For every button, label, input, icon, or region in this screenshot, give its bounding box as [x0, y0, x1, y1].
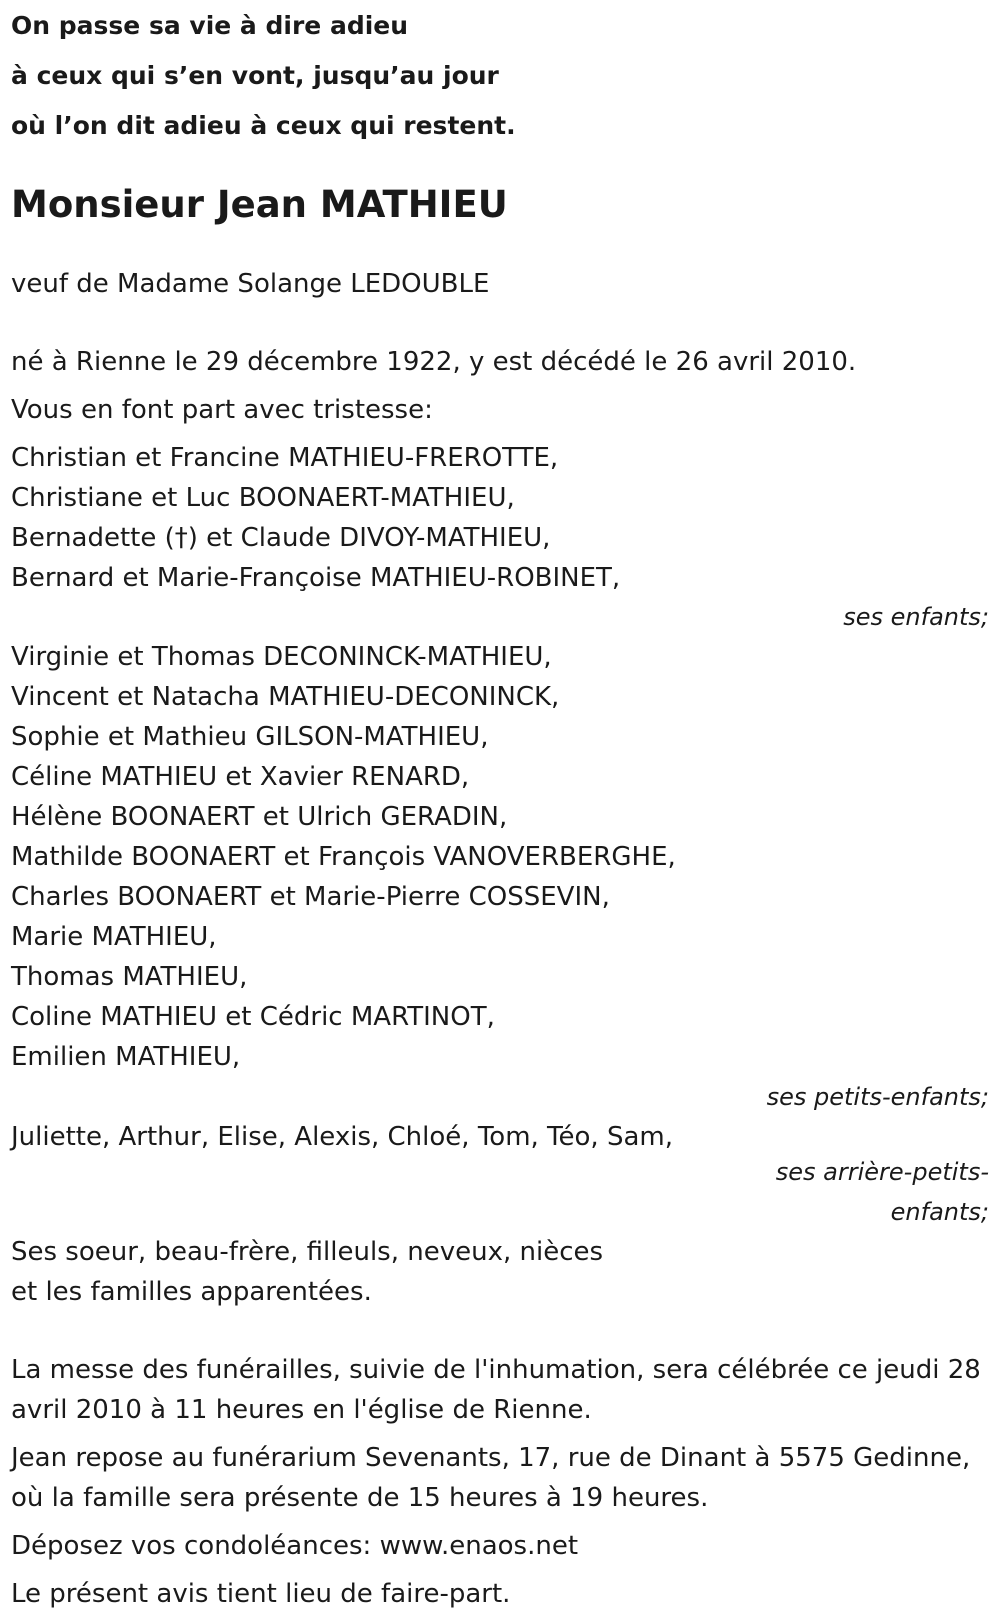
list-item: Christiane et Luc BOONAERT-MATHIEU,: [11, 483, 515, 513]
list-item: Bernard et Marie-Françoise MATHIEU-ROBINET,: [11, 563, 621, 593]
funerarium-info: Jean repose au funérarium Sevenants, 17, rue de Dinant à 5575 Gedinne, où la famille sera présente de 15 heures à 19 heures.: [11, 1443, 971, 1513]
grandchildren-relation: ses petits-enfants;: [766, 1083, 989, 1111]
list-item: Marie MATHIEU,: [11, 922, 217, 952]
quote-line: On passe sa vie à dire adieu: [11, 11, 409, 40]
list-item: Charles BOONAERT et Marie-Pierre COSSEVIN,: [11, 882, 610, 912]
funeral-mass-info: La messe des funérailles, suivie de l'inhumation, sera célébrée ce jeudi 28 avril 2010 à 11 heures en l'église de Rienne.: [11, 1355, 981, 1425]
extended-family: [11, 1232, 989, 1312]
list-item: Céline MATHIEU et Xavier RENARD,: [11, 762, 470, 792]
list-item: Emilien MATHIEU,: [11, 1042, 241, 1072]
family-line: Ses soeur, beau-frère, filleuls, neveux, nièces: [11, 1237, 604, 1267]
list-item: Bernadette (†) et Claude DIVOY-MATHIEU,: [11, 523, 551, 553]
relation-line: ses arrière-petits-: [775, 1158, 989, 1186]
list-item: Sophie et Mathieu GILSON-MATHIEU,: [11, 722, 489, 752]
condolences-line: Déposez vos condoléances: www.enaos.net: [11, 1531, 579, 1561]
list-item: Thomas MATHIEU,: [11, 962, 248, 992]
grandchildren-list: [11, 637, 989, 1077]
list-item: Hélène BOONAERT et Ulrich GERADIN,: [11, 802, 508, 832]
list-item: Virginie et Thomas DECONINCK-MATHIEU,: [11, 642, 552, 672]
obituary-notice: [11, 0, 989, 1614]
great-grandchildren-list: Juliette, Arthur, Elise, Alexis, Chloé, Tom, Téo, Sam,: [11, 1122, 673, 1152]
list-item: Coline MATHIEU et Cédric MARTINOT,: [11, 1002, 495, 1032]
deceased-name: Monsieur Jean MATHIEU: [11, 183, 508, 226]
notice-line: Le présent avis tient lieu de faire-part.: [11, 1579, 511, 1609]
announcement-intro: Vous en font part avec tristesse:: [11, 395, 433, 425]
children-relation: ses enfants;: [843, 603, 989, 631]
list-item: Christian et Francine MATHIEU-FREROTTE,: [11, 443, 559, 473]
epigraph-quote: [11, 1, 989, 151]
children-list: [11, 438, 989, 598]
great-grandchildren-relation: [749, 1152, 989, 1232]
quote-line: où l’on dit adieu à ceux qui restent.: [11, 111, 516, 140]
birth-death-line: né à Rienne le 29 décembre 1922, y est décédé le 26 avril 2010.: [11, 347, 857, 377]
family-line: et les familles apparentées.: [11, 1277, 372, 1307]
spouse-line: veuf de Madame Solange LEDOUBLE: [11, 269, 490, 299]
list-item: Mathilde BOONAERT et François VANOVERBERGHE,: [11, 842, 676, 872]
relation-line: enfants;: [890, 1198, 989, 1226]
list-item: Vincent et Natacha MATHIEU-DECONINCK,: [11, 682, 560, 712]
quote-line: à ceux qui s’en vont, jusqu’au jour: [11, 61, 499, 90]
